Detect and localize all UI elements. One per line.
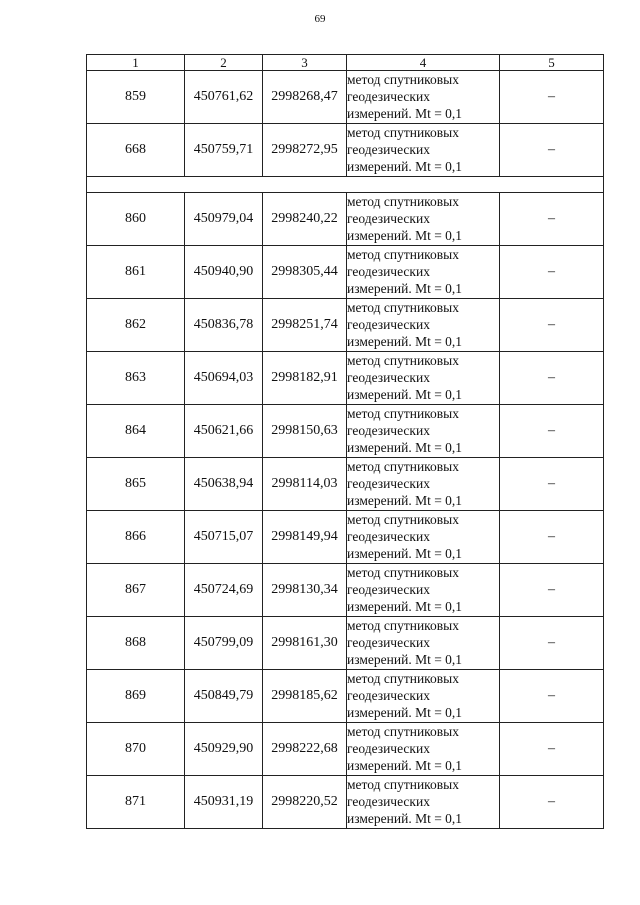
y-coordinate-cell: 2998114,03	[263, 458, 347, 511]
point-number-cell: 870	[87, 723, 185, 776]
method-line: геодезических	[347, 317, 430, 332]
note-cell: –	[500, 723, 604, 776]
point-number-cell: 859	[87, 71, 185, 124]
note-cell: –	[500, 193, 604, 246]
method-line: метод спутниковых	[347, 72, 459, 87]
note-cell: –	[500, 617, 604, 670]
table-row	[87, 71, 604, 124]
note-cell: –	[500, 776, 604, 829]
separator-cell	[87, 177, 604, 193]
method-line: измерений. Mt = 0,1	[347, 387, 463, 402]
x-coordinate-cell: 450940,90	[185, 246, 263, 299]
method-cell	[347, 458, 500, 511]
y-coordinate-cell: 2998149,94	[263, 511, 347, 564]
method-line: измерений. Mt = 0,1	[347, 334, 463, 349]
method-cell	[347, 299, 500, 352]
method-line: метод спутниковых	[347, 194, 459, 209]
y-coordinate-cell: 2998272,95	[263, 124, 347, 177]
method-line: геодезических	[347, 529, 430, 544]
method-cell	[347, 193, 500, 246]
x-coordinate-cell: 450621,66	[185, 405, 263, 458]
method-line: метод спутниковых	[347, 671, 459, 686]
method-line: геодезических	[347, 794, 430, 809]
point-number-cell: 871	[87, 776, 185, 829]
x-coordinate-cell: 450761,62	[185, 71, 263, 124]
column-header: 4	[347, 55, 500, 71]
point-number-cell: 867	[87, 564, 185, 617]
method-cell	[347, 352, 500, 405]
table-row	[87, 617, 604, 670]
column-header: 2	[185, 55, 263, 71]
x-coordinate-cell: 450638,94	[185, 458, 263, 511]
x-coordinate-cell: 450979,04	[185, 193, 263, 246]
method-line: метод спутниковых	[347, 300, 459, 315]
method-cell	[347, 670, 500, 723]
note-cell: –	[500, 299, 604, 352]
method-line: геодезических	[347, 142, 430, 157]
coordinates-table	[86, 54, 604, 829]
method-cell	[347, 776, 500, 829]
point-number-cell: 869	[87, 670, 185, 723]
table-row	[87, 246, 604, 299]
method-cell	[347, 511, 500, 564]
method-line: измерений. Mt = 0,1	[347, 106, 463, 121]
note-cell: –	[500, 71, 604, 124]
method-cell	[347, 405, 500, 458]
point-number-cell: 862	[87, 299, 185, 352]
method-line: измерений. Mt = 0,1	[347, 159, 463, 174]
method-line: метод спутниковых	[347, 618, 459, 633]
x-coordinate-cell: 450715,07	[185, 511, 263, 564]
method-cell	[347, 71, 500, 124]
point-number-cell: 866	[87, 511, 185, 564]
method-line: геодезических	[347, 476, 430, 491]
table-row	[87, 723, 604, 776]
y-coordinate-cell: 2998305,44	[263, 246, 347, 299]
point-number-cell: 860	[87, 193, 185, 246]
y-coordinate-cell: 2998185,62	[263, 670, 347, 723]
table-row	[87, 670, 604, 723]
y-coordinate-cell: 2998182,91	[263, 352, 347, 405]
method-line: измерений. Mt = 0,1	[347, 758, 463, 773]
method-line: измерений. Mt = 0,1	[347, 546, 463, 561]
x-coordinate-cell: 450931,19	[185, 776, 263, 829]
column-header: 3	[263, 55, 347, 71]
method-line: измерений. Mt = 0,1	[347, 440, 463, 455]
x-coordinate-cell: 450836,78	[185, 299, 263, 352]
table-row	[87, 405, 604, 458]
method-line: метод спутниковых	[347, 406, 459, 421]
method-line: геодезических	[347, 688, 430, 703]
x-coordinate-cell: 450849,79	[185, 670, 263, 723]
note-cell: –	[500, 124, 604, 177]
point-number-cell: 868	[87, 617, 185, 670]
table-body	[87, 71, 604, 829]
x-coordinate-cell: 450724,69	[185, 564, 263, 617]
method-line: метод спутниковых	[347, 247, 459, 262]
point-number-cell: 863	[87, 352, 185, 405]
method-line: измерений. Mt = 0,1	[347, 599, 463, 614]
point-number-cell: 861	[87, 246, 185, 299]
method-cell	[347, 124, 500, 177]
method-line: геодезических	[347, 582, 430, 597]
method-line: геодезических	[347, 211, 430, 226]
method-cell	[347, 564, 500, 617]
method-line: геодезических	[347, 370, 430, 385]
y-coordinate-cell: 2998220,52	[263, 776, 347, 829]
table-row	[87, 193, 604, 246]
point-number-cell: 668	[87, 124, 185, 177]
y-coordinate-cell: 2998268,47	[263, 71, 347, 124]
y-coordinate-cell: 2998130,34	[263, 564, 347, 617]
method-line: метод спутниковых	[347, 353, 459, 368]
column-header: 1	[87, 55, 185, 71]
y-coordinate-cell: 2998150,63	[263, 405, 347, 458]
method-line: измерений. Mt = 0,1	[347, 493, 463, 508]
table-row	[87, 564, 604, 617]
method-line: метод спутниковых	[347, 125, 459, 140]
table-row	[87, 776, 604, 829]
y-coordinate-cell: 2998222,68	[263, 723, 347, 776]
y-coordinate-cell: 2998240,22	[263, 193, 347, 246]
method-line: метод спутниковых	[347, 777, 459, 792]
method-line: геодезических	[347, 635, 430, 650]
method-line: измерений. Mt = 0,1	[347, 228, 463, 243]
note-cell: –	[500, 352, 604, 405]
method-line: геодезических	[347, 264, 430, 279]
note-cell: –	[500, 564, 604, 617]
method-line: измерений. Mt = 0,1	[347, 652, 463, 667]
x-coordinate-cell: 450694,03	[185, 352, 263, 405]
page-number: 69	[314, 13, 326, 25]
method-cell	[347, 723, 500, 776]
method-line: геодезических	[347, 89, 430, 104]
method-cell	[347, 617, 500, 670]
method-line: метод спутниковых	[347, 459, 459, 474]
note-cell: –	[500, 511, 604, 564]
method-line: метод спутниковых	[347, 724, 459, 739]
table-row	[87, 352, 604, 405]
x-coordinate-cell: 450799,09	[185, 617, 263, 670]
method-line: метод спутниковых	[347, 565, 459, 580]
method-line: геодезических	[347, 741, 430, 756]
method-line: измерений. Mt = 0,1	[347, 281, 463, 296]
point-number-cell: 865	[87, 458, 185, 511]
table-row	[87, 511, 604, 564]
note-cell: –	[500, 458, 604, 511]
y-coordinate-cell: 2998161,30	[263, 617, 347, 670]
table-row	[87, 458, 604, 511]
method-line: метод спутниковых	[347, 512, 459, 527]
method-line: измерений. Mt = 0,1	[347, 705, 463, 720]
y-coordinate-cell: 2998251,74	[263, 299, 347, 352]
note-cell: –	[500, 405, 604, 458]
header-row	[87, 55, 604, 71]
group-separator-row	[87, 177, 604, 193]
method-cell	[347, 246, 500, 299]
column-header: 5	[500, 55, 604, 71]
method-line: измерений. Mt = 0,1	[347, 811, 463, 826]
note-cell: –	[500, 670, 604, 723]
x-coordinate-cell: 450929,90	[185, 723, 263, 776]
point-number-cell: 864	[87, 405, 185, 458]
x-coordinate-cell: 450759,71	[185, 124, 263, 177]
method-line: геодезических	[347, 423, 430, 438]
table-row	[87, 299, 604, 352]
note-cell: –	[500, 246, 604, 299]
table-row	[87, 124, 604, 177]
